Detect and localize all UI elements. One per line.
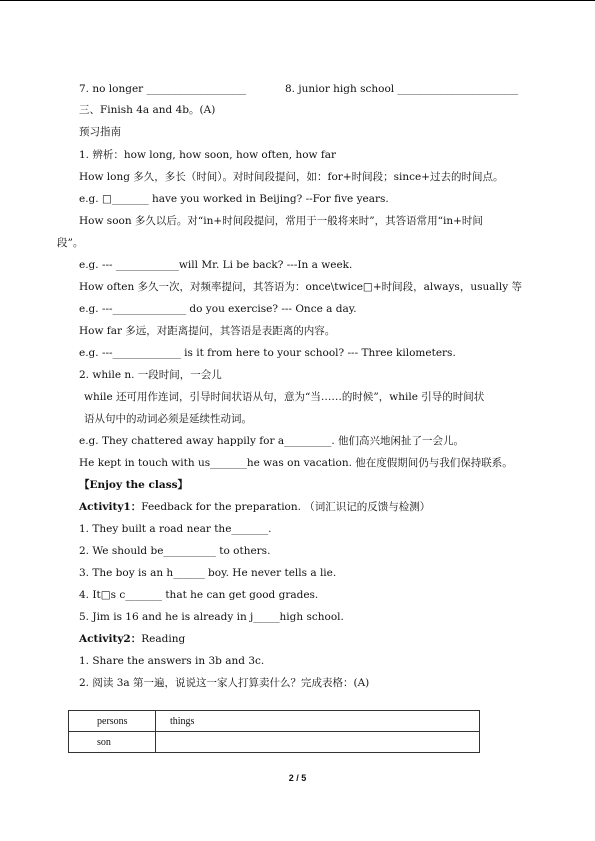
table-row (69, 711, 480, 732)
table-row (69, 732, 480, 753)
while-example-1: e.g. They chattered away happily for a_________. 他们高兴地闲扯了一会儿。 (79, 435, 465, 447)
how-often-text: How often 多久一次，对频率提问，其答语为：once\twice□+时间段，always，usually 等 (79, 281, 522, 293)
activity-1-line (79, 500, 430, 514)
exercise-2: 2. We should be__________ to others. (79, 545, 271, 557)
while-text: while 还可用作连词，引导时间状语从句，意为“当……的时候”，while 引导的时间状 (84, 391, 485, 403)
activity-2-desc: Reading (141, 633, 186, 645)
how-long-text: How long 多久，多长（时间）。对时间段提问，如：for+时间段；since+过去的时间点。 (79, 171, 504, 183)
page-number: 2 / 5 (288, 773, 307, 783)
how-soon-text-cont: 段”。 (57, 237, 84, 249)
point-1-title: 1. 辨析：how long, how soon, how often, how far (79, 149, 337, 161)
how-soon-example: e.g. --- ____________will Mr. Li be back? ---In a week. (79, 259, 353, 271)
section-heading: 三、Finish 4a and 4b。(A) (79, 104, 216, 116)
guide-title: 预习指南 (79, 126, 121, 138)
persons-things-table (68, 710, 480, 753)
exercise-1: 1. They built a road near the_______. (79, 523, 272, 535)
exercise-4: 4. It□s c_______ that he can get good grades. (79, 589, 319, 601)
reading-task-1: 1. Share the answers in 3b and 3c. (79, 655, 265, 667)
activity-2-label: Activity2： (79, 633, 142, 645)
cell-son: son (69, 732, 156, 753)
while-example-2: He kept in touch with us_______he was on vacation. 他在度假期间仍与我们保持联系。 (79, 457, 513, 469)
reading-task-2: 2. 阅读 3a 第一遍，说说这一家人打算卖什么？完成表格：(A) (79, 677, 370, 689)
while-text-cont: 语从句中的动词必须是延续性动词。 (84, 413, 252, 425)
exercise-5: 5. Jim is 16 and he is already in j_____high school. (79, 611, 344, 623)
how-far-text: How far 多远，对距离提问，其答语是表距离的内容。 (79, 325, 336, 337)
how-often-example: e.g. ---______________ do you exercise? --- Once a day. (79, 303, 357, 315)
vocab-item-7: 7. no longer ___________________ (79, 83, 247, 95)
header-things: things (156, 711, 480, 732)
activity-2-line (79, 632, 185, 646)
how-soon-text: How soon 多久以后。对“in+时间段提问，常用于一般将来时”，其答语常用“in+时间 (79, 215, 483, 227)
exercise-3: 3. The boy is an h______ boy. He never tells a lie. (79, 567, 337, 579)
header-rule (0, 0, 595, 1)
enjoy-class-heading: 【Enjoy the class】 (79, 479, 189, 491)
activity-1-desc: Feedback for the preparation. （词汇识记的反馈与检测） (141, 501, 431, 513)
header-persons: persons (69, 711, 156, 732)
cell-son-things[interactable] (156, 732, 480, 753)
how-long-example: e.g. □_______ have you worked in Beijing? --For five years. (79, 193, 389, 205)
activity-1-label: Activity1： (79, 501, 142, 513)
how-far-example: e.g. ---_____________ is it from here to your school? --- Three kilometers. (79, 347, 456, 359)
vocab-item-8: 8. junior high school _______________________ (285, 83, 519, 95)
point-2-title: 2. while n. 一段时间，一会儿 (79, 369, 222, 381)
